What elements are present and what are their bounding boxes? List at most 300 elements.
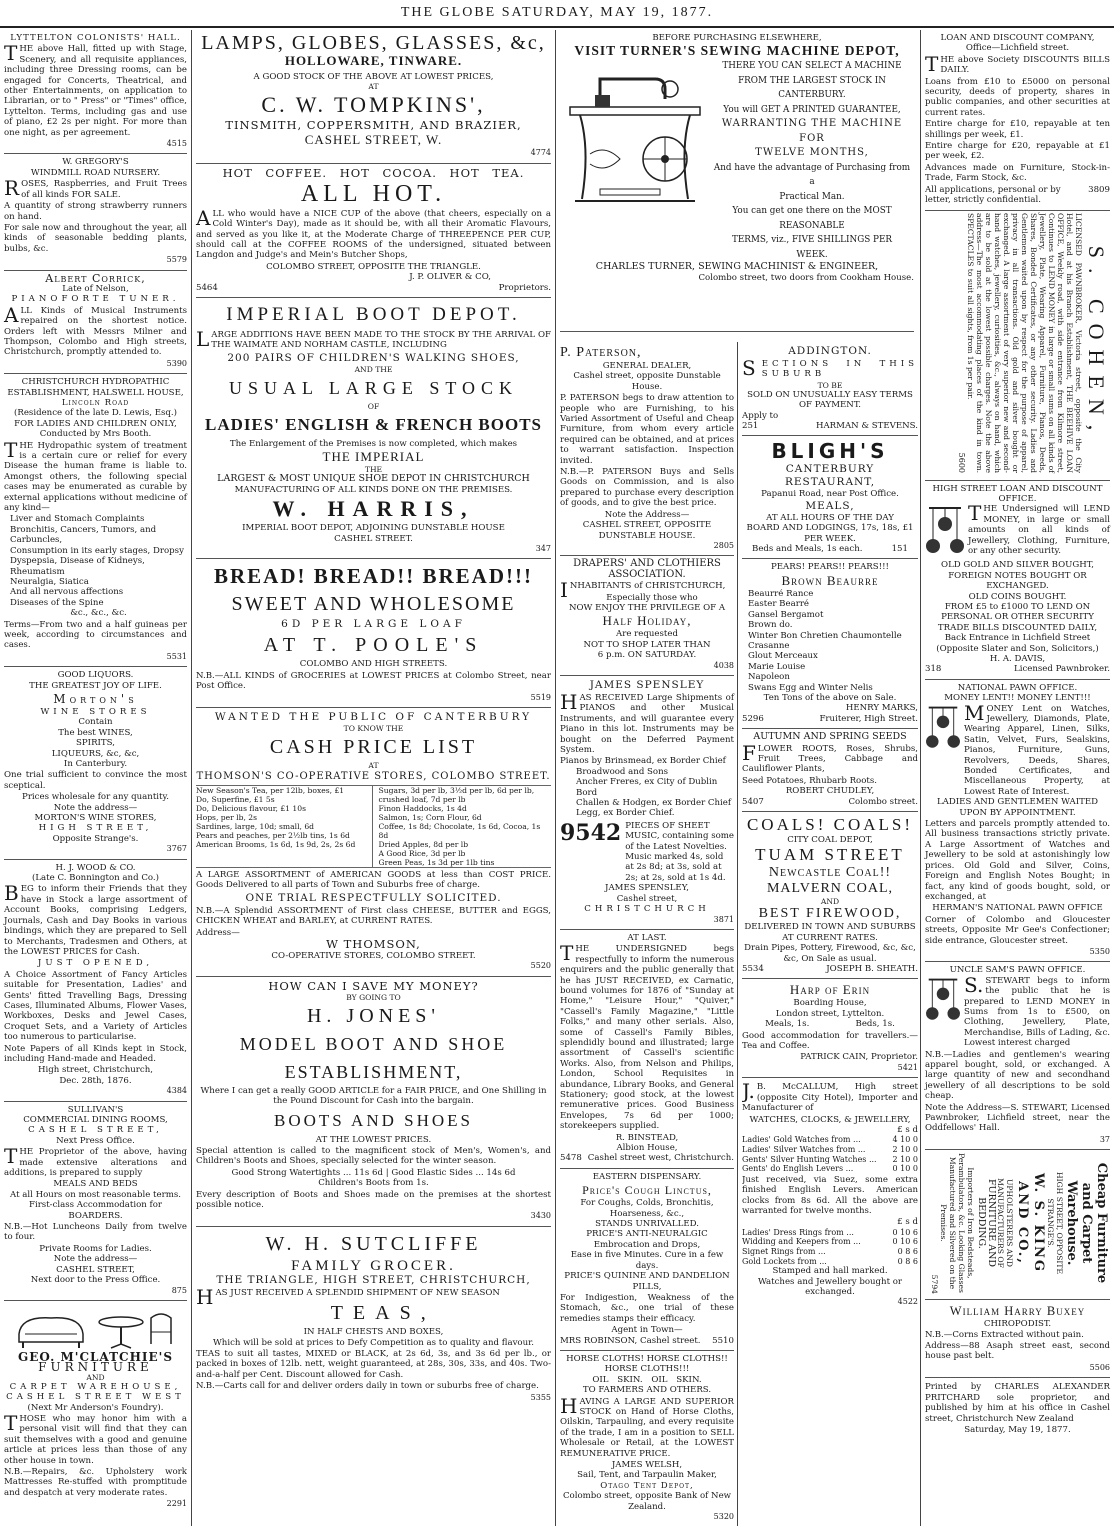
price-item: American Brooms, 1s 6d, 1s 9d, 2s, 2s 6d (196, 839, 356, 849)
ad-title: PIANOFORTE TUNER. (11, 294, 180, 305)
list-item: Liver and Stomach Complaints (10, 514, 145, 525)
ad-line: For Coughs, Colds, Bronchitis, Hoarseness, &c., (580, 1198, 714, 1219)
ad-line: JAMES WELSH, (611, 1460, 683, 1470)
ad-spensley (560, 676, 734, 930)
ad-welsh-horse-cloths (560, 1351, 734, 1526)
ad-line: LIQUEURS, &c, &c, (51, 748, 140, 759)
table-header: £ s d (897, 1217, 918, 1228)
ad-line: Are requested (616, 629, 678, 640)
ad-body: N.B.—ALL KINDS of GROCERIES at LOWEST PRICES at Colombo Street, near Post Office. (196, 670, 551, 692)
ad-line: 200 PAIRS OF CHILDREN'S WALKING SHOES, (227, 351, 520, 364)
watch-price-table (742, 1135, 918, 1173)
column-2 (192, 30, 556, 1526)
ad-body: THE above Society DISCOUNTS BILLS DAILY. (925, 51, 1110, 76)
ad-line: H. A. DAVIS, (989, 653, 1046, 664)
ad-line: AT THE LOWEST PRICES. (315, 1134, 432, 1145)
ad-line: Office—Lichfield street. (965, 43, 1070, 54)
ad-title: MALVERN COAL, (766, 881, 894, 897)
ad-line: Beds, 1s. (855, 1019, 895, 1030)
ad-body: PIECES OF SHEET MUSIC, containing some of the Latest Novelties. Music marked 4s, sold at 2s 8d; at 3s, sold at 2s; at 2s, sold at 1s 4d. (625, 820, 735, 883)
ad-body: INHABITANTS of CHRISTCHURCH, (560, 578, 726, 603)
ad-line: THE (364, 465, 383, 475)
ad-line: COLOMBO AND HIGH STREETS. (299, 659, 448, 670)
pear-list (742, 589, 918, 693)
ad-title: ALL HOT. (300, 180, 447, 207)
ad-line: HIGH STREET, (38, 823, 153, 834)
column-4 (920, 30, 1114, 1526)
ad-number: 2291 (166, 1499, 187, 1509)
price-cell: 2 10 0 (892, 1144, 918, 1154)
ad-title: USUAL LARGE STOCK (228, 377, 518, 398)
price-item: Sardines, large, 10d; small, 6d (196, 821, 315, 831)
price-item: A Good Rice, 3d per lb (378, 848, 466, 858)
ad-line: CHIROPODIST. (983, 1319, 1052, 1330)
ad-body: For Indigestion, Weakness of the Stomach, &c., one trial of these remedies stamps their efficacy. (560, 1292, 734, 1324)
ad-line: WATCHES, CLOCKS, & JEWELLERY, (749, 1114, 911, 1125)
ad-line: Colombo street, opposite Bank of New Zealand. (562, 1491, 732, 1512)
ad-line: SPIRITS, (76, 738, 115, 749)
ad-line: Cashel street west, Christchurch. (587, 1153, 734, 1164)
ad-line: Albion House, (616, 1143, 678, 1154)
ad-number: 5464 (196, 282, 218, 293)
ad-blighs-restaurant (742, 436, 918, 559)
ad-number: 3871 (713, 914, 734, 924)
ad-title: LOAN AND DISCOUNT COMPANY, (940, 33, 1095, 43)
ad-line: Contain (78, 717, 113, 728)
ad-line: All applications, personal or by letter, strictly confidential. (925, 184, 1061, 206)
ad-line: OLD COINS BOUGHT. (968, 591, 1067, 602)
ad-body: Letters and parcels promptly attended to. All business transactions strictly private. A Large Assortment of Watches and Jewellery to be sold at astonishingly low prices. Old Gold and Silver, Coins, Foreign and English Notes Bought; in fact, any kind of goods bought, sold, or exchanged, at (925, 819, 1110, 902)
ad-title: TEAS, (330, 1302, 436, 1325)
ad-name: BLIGH'S (771, 439, 889, 464)
ad-name: Morton's (53, 691, 138, 706)
ad-line: TRADE BILLS DISCOUNTED DAILY, (937, 622, 1098, 633)
list-item: Marie Louise (748, 661, 806, 672)
ad-line: STANDS UNRIVALLED. (595, 1219, 699, 1230)
ad-subtitle: Late of Nelson, (62, 283, 129, 294)
price-item: Coffee, 1s 8d; Chocolate, 1s 6d, Cocoa, 1s 8d (378, 821, 541, 840)
ad-line: OIL SKIN. OIL SKIN. (592, 1374, 702, 1385)
ad-body: THE Undersigned will LEND MONEY, in large or small amounts on all kinds of Jewellery, Clothing, Furniture, or any other security. (968, 501, 1110, 556)
ad-number: 4384 (166, 1086, 187, 1096)
ad-title: FAMILY GROCER. (291, 1257, 456, 1274)
ad-line: Note the address— (53, 1254, 138, 1265)
list-item: Dyspepsia, Disease of Kidneys, Rheumatism (10, 556, 145, 577)
ad-title: Cheap Furniture and Carpet Warehouse. (1064, 1163, 1109, 1284)
piano-list (560, 756, 734, 818)
list-item: Consumption in its early stages, Dropsy (10, 545, 184, 556)
ad-title: BEST FIREWOOD, (758, 906, 902, 922)
ad-line: NOT TO SHOP LATER THAN (583, 639, 711, 650)
price-cell: 0 10 6 (892, 1227, 918, 1237)
ad-body: ROSES, Raspberries, and Fruit Trees of all kinds FOR SALE. (4, 176, 187, 201)
ad-line: Note the address— (53, 802, 138, 813)
ad-name: S. COHEN, (1084, 245, 1109, 440)
ad-body: One trial sufficient to convince the most sceptical. (4, 770, 187, 791)
price-list (196, 785, 551, 868)
ad-line: 6 p.m. ON SATURDAY. (597, 650, 697, 661)
ad-line: CANTERBURY. (778, 90, 846, 101)
ad-number: 3809 (1088, 184, 1110, 195)
ad-line: Papanui Road, near Post Office. (761, 489, 899, 500)
ad-line: Otago Tent Depot, (600, 1480, 694, 1491)
ad-body: N.B.—P. PATERSON Buys and Sells Goods on Commission, and is also prepared to purchase every description of goods, and to give the best price. (560, 467, 734, 509)
ad-title: TUAM STREET (755, 845, 905, 865)
ad-line: TWELVE MONTHS, (755, 147, 869, 159)
ad-body: N.B.—Repairs, &c. Upholstery work Mattresses Re-stuffed with promptitude and despatch at very moderate rates. (4, 1466, 187, 1498)
ad-line: ONE TRIAL RESPECTFULLY SOLICITED. (245, 891, 502, 904)
ad-body: ALL Kinds of Musical Instruments repaired on the shortest notice. Orders left with Messrs Milner and Thompson, Colombo and High streets, Christchurch, promptly attended to. (4, 302, 187, 358)
ad-line: Boarding House, (793, 998, 867, 1009)
list-item: &c., &c., &c. (70, 608, 127, 619)
ad-line: OF (367, 401, 380, 411)
ad-oliver-coffee (196, 164, 551, 298)
ad-addington (742, 342, 918, 436)
pawnbroker-balls-icon (925, 504, 965, 560)
ad-number: 4038 (713, 660, 734, 670)
ad-line: Cashel street, opposite Dunstable House. (573, 371, 721, 392)
list-item: Broadwood and Sons (576, 766, 669, 777)
ad-sullivan (4, 1102, 187, 1301)
ad-line: WANTED THE PUBLIC OF CANTERBURY (214, 710, 533, 723)
price-cell: 0 10 6 (892, 1237, 918, 1247)
ad-subtitle: FURNITURE (38, 1360, 153, 1375)
ad-corrick-tuner (4, 271, 187, 375)
ad-line: WARRANTING THE MACHINE FOR (721, 118, 903, 144)
ad-number: 5478 (560, 1153, 582, 1164)
pawnbroker-balls-icon (925, 704, 961, 754)
ad-number: 5296 (742, 713, 764, 724)
ad-number: 5350 (1089, 946, 1110, 956)
ad-line: FROM £5 to £1000 TO LEND ON PERSONAL OR OTHER SECURITY (941, 601, 1094, 623)
ad-body: Note the Address—S. STEWART, Licensed Pawnbroker, Lichfield street, near the Oddfellows' Hall. (925, 1102, 1110, 1134)
list-item: Napoleon (748, 672, 790, 683)
ad-line: THE IMPERIAL (322, 449, 425, 465)
ad-line: JAMES SPENSLEY, (605, 883, 689, 894)
ad-mccallum-watches (742, 1078, 918, 1311)
ad-title: H. J. WOOD & CO. (55, 862, 136, 873)
ad-body: LICENSED PAWNBROKER, Victoria street, opposite the City Hotel, and at his Branch Establishment, THE BEEHIVE LOAN OFFICE, Weekly road, with side entrance from Kilmore street, Continues to LEND MONEY in large or small sums on all kinds of Jewellery, Plate, Wearing Apparel, Furniture, Pianos, Deeds, Shares, Bonded Certificates, or any other security. Ladies and Gentlemen waited upon by respect for the purpose of apparel, privacy in all transactions. Old gold and silver bought or exchanged. A large assortment of very superior new and second-hand watches, jewellery, curiosities, &c., always on hand, which are to be sold at the lowest possible charges. Note the above address—The most accommodating places of the kind in town. SPECTACLES to suit all sights, from 1s per pair. (966, 212, 1083, 473)
list-item: Legg, ex Border Chief. (576, 808, 675, 819)
ad-body: A Choice Assortment of Fancy Articles suitable for Presentation, Ladies' and Gents' fitted Travelling Bags, Dressing Cases, Illuminated Albums, Flower Vases, Workboxes, Desks and Jewel Cases, Croquet Sets, and a Variety of Articles too numerous to particularise. (4, 969, 187, 1043)
ad-body: BEG to inform their Friends that they have in Stock a large assortment of Account Books, comprising Ledgers, Journals, Cash and Day Books in various bindings, which they are prepared to Sell to Merchants, Tradesmen and Others, at the LOWEST PRICES for Cash. (4, 881, 187, 957)
ad-line: FOR LADIES AND CHILDREN ONLY, (14, 418, 177, 429)
ad-line: CASHEL STREET, (56, 1264, 135, 1275)
price-cell: 0 8 6 (897, 1246, 918, 1256)
ad-body: N.B.—Ladies and gentlemen's wearing apparel bought, sold, or exchanged. A large quantity of new and secondhand jewellery of all descriptions to be sold cheap. (925, 1049, 1110, 1102)
ad-name: W. S. KING AND CO., (1015, 1173, 1046, 1274)
ad-title: HOLLOWARE, TINWARE. (284, 53, 463, 68)
imprint-text: Printed by CHARLES ALEXANDER PRITCHARD sole proprietor, and published by him at his office in Cashel street, Christchurch New Zealand (925, 1382, 1110, 1424)
price-cell: 4 10 0 (892, 1135, 918, 1145)
ad-title: W. GREGORY'S (62, 157, 129, 168)
ad-number: 5519 (530, 692, 551, 702)
ad-line: Practical Man. (779, 191, 845, 202)
price-item: Pears and peaches, per 2½lb tins, 1s 6d (196, 830, 350, 840)
ad-title: AT LAST. (627, 932, 667, 943)
ad-body: ALL who would have a NICE CUP of the above (that cheers, especially on a Cold Winter's Day), made as it should be, with all their Aromatic Flavours, and served as you like it, at the Moderate Charge of THREEPENCE PER CUP, should call at the COFFEE ROOMS of the undersigned, situated between Langdon and Judge's and Mein's Butcher Shops, (196, 205, 551, 261)
ad-line: Importers of Iron Bedsteads, Perambulators, &c. Looking Glasses Manufactured and Silvered on the Premises. (939, 1153, 976, 1294)
ad-line: Ease in five Minutes. Cure in a few days. (570, 1250, 724, 1271)
ad-line: CASHEL STREET, W. (304, 132, 443, 148)
ad-poole-bread (196, 559, 551, 708)
ad-title: LYTTELTON COLONISTS' HALL. (10, 33, 181, 43)
list-item: Neuralgia, Siatica (10, 576, 89, 587)
ad-buxey-chiropodist (925, 1300, 1110, 1378)
ad-subtitle: THE GREATEST JOY OF LIFE. (29, 680, 162, 691)
ad-line: Apply to (742, 410, 779, 421)
ad-line: BOARDERS. (68, 1210, 123, 1221)
ad-line: AND (820, 897, 840, 907)
ad-lyttelton-hall (4, 30, 187, 154)
price-item: Sugars, 3d per lb, 3½d per lb, 6d per lb, crushed loaf, 7d per lb (378, 785, 535, 804)
ad-line: Stamped and hall marked. (772, 1266, 888, 1277)
ad-body: S.STEWART begs to inform the public that he is prepared to LEND MONEY in Sums from 1s to £500, on Clothing, Jewellery, Plate, Merchandise, Bills of Lading, &c. Lowest interest charged (964, 972, 1110, 1049)
ad-line: Where I can get a really GOOD ARTICLE for a FAIR PRICE, and One Shilling in the Pound Discount for Cash into the bargain. (200, 1085, 547, 1107)
ad-line: DELIVERED IN TOWN AND SUBURBS AT CURRENT RATES. (744, 922, 916, 943)
ad-line: MORTON'S WINE STORES, (34, 813, 157, 824)
ad-line: Seed Potatoes, Rhubarb Roots. (742, 775, 877, 786)
ad-high-street-loan (925, 481, 1110, 680)
ad-title: Newcastle Coal!! (768, 865, 892, 881)
ad-body: TEAS to suit all tastes, MIXED or BLACK, at 2s 6d, 3s, and 3s 6d per lb., or packed in boxes of 12lb. nett, weight guaranteed, at 28s, 30s, 33s, and 40s. Two-and-a-half per Cent. Discount allowed for Cash. (196, 1349, 551, 1380)
ad-line: WEEK. (796, 249, 828, 260)
ad-king-furniture (925, 1150, 1110, 1300)
ad-line: OLD GOLD AND SILVER BOUGHT, FOREIGN NOTES BOUGHT OR EXCHANGED. (941, 560, 1094, 592)
ad-line: In Canterbury. (63, 759, 128, 769)
ad-body: SECTIONS IN THIS SUBURB (742, 356, 918, 380)
price-item: Dried Apples, 8d per lb (378, 839, 469, 849)
ad-line: CANTERBURY RESTAURANT, (784, 463, 876, 489)
ad-title: CHRISTCHURCH HYDROPATHIC ESTABLISHMENT, HALSWELL HOUSE, (7, 377, 184, 398)
ad-body: N.B.—Carts call for and deliver orders daily in town or suburbs free of charge. (196, 1381, 539, 1392)
ad-binstead (560, 930, 734, 1169)
ad-number: 4774 (530, 148, 551, 158)
ad-gregory-nursery (4, 154, 187, 270)
ad-name: W. HARRIS, (272, 496, 475, 522)
list-item: Brown do. (748, 620, 793, 631)
list-item: Swans Egg and Winter Nelis (748, 682, 873, 693)
ad-line: CHARLES TURNER, SEWING MACHINIST & ENGINEER, (595, 261, 879, 273)
ad-number: 37 (1099, 1134, 1110, 1144)
ad-line: HARMAN & STEVENS. (815, 421, 918, 432)
list-item: Challen & Hodgen, ex Border Chief (576, 798, 732, 809)
table-row (742, 1228, 918, 1238)
ad-number: 3430 (530, 1211, 551, 1221)
table-row (742, 1164, 918, 1174)
ad-number: 347 (535, 543, 551, 553)
ad-line: HIGH STREET, OPPOSITE STRANGE'S. (1046, 1172, 1064, 1275)
ad-line: AT ALL HOURS OF THE DAY (766, 512, 894, 523)
ad-title: LADIES' ENGLISH & FRENCH BOOTS (204, 414, 542, 434)
ad-body: Advances made on Furniture, Stock-in-Trade, Farm Stock, &c. (925, 162, 1110, 184)
item-cell: Gents' do English Levers ... (742, 1164, 854, 1174)
ad-line: MEALS AND BEDS (53, 1179, 138, 1190)
column-1 (0, 30, 192, 1526)
ad-line: BY GOING TO (346, 992, 401, 1002)
ad-number: 5506 (1089, 1362, 1110, 1372)
ad-number: 5531 (166, 651, 187, 661)
ad-number: 5407 (742, 796, 764, 807)
ad-number: 5355 (530, 1392, 551, 1402)
ad-line: First-class Accommodation for (28, 1200, 163, 1211)
ad-line: And have the advantage of Purchasing from a (713, 162, 911, 188)
ad-line: TO KNOW THE (343, 723, 404, 733)
ad-line: Licensed Pawnbroker. (1014, 664, 1110, 675)
list-item: Beaurré Rance (748, 588, 814, 599)
ad-title: HOW CAN I SAVE MY MONEY? (268, 978, 479, 993)
ad-number: 5520 (530, 961, 551, 971)
ad-line: BEFORE PURCHASING ELSEWHERE, (652, 33, 822, 43)
ad-body: Special attention is called to the magnificent stock of Men's, Women's, and Children's Boots and Shoes, specially selected for the winter season. (196, 1146, 551, 1167)
ad-number: 875 (171, 1285, 187, 1295)
ad-line: GENERAL DEALER, (602, 361, 692, 371)
ad-line: Conducted by Mrs Booth. (39, 429, 152, 440)
ad-number: 5534 (742, 964, 764, 975)
ad-title: LAMPS, GLOBES, GLASSES, &c, (201, 32, 546, 54)
ad-line: 6D PER LARGE LOAF (281, 618, 466, 631)
ad-big-number: 9542 (560, 819, 622, 846)
ad-title: AUTUMN AND SPRING SEEDS (753, 731, 907, 743)
ad-line: High street, Christchurch, (38, 1065, 153, 1076)
ad-body: A quantity of strong strawberry runners on hand. (4, 201, 187, 222)
ad-title: COALS! COALS! (746, 815, 914, 834)
ad-number: 4515 (166, 139, 187, 149)
list-item: Glout Merceaux (748, 651, 818, 662)
ad-line: Ten Tons of the above on Sale. (763, 692, 897, 703)
ad-line: Agent in Town— (611, 1325, 683, 1336)
ad-title: ADDINGTON. (788, 345, 872, 357)
ad-line: R. BINSTEAD, (615, 1132, 679, 1143)
sewing-machine-illustration (560, 59, 710, 262)
ad-line: AND THE (354, 364, 393, 374)
table-row (742, 1237, 918, 1247)
price-list-right (379, 786, 552, 867)
ad-line: HENRY MARKS, (845, 703, 918, 714)
table-row (742, 1257, 918, 1267)
ad-title: HOT COFFEE. HOT COCOA. HOT TEA. (222, 165, 525, 180)
ad-body: Entire charge for £20, repayable at £1 per week, £2. (925, 141, 1110, 162)
ad-title: NATIONAL PAWN OFFICE. (957, 682, 1078, 693)
price-cell: 0 8 6 (897, 1256, 918, 1266)
ad-line: TERMS, viz., FIVE SHILLINGS PER (731, 235, 893, 246)
list-item: Easter Bearré (748, 599, 810, 610)
ad-line: Colombo street, two doors from Cookham House. (698, 272, 914, 283)
item-cell: Ladies' Silver Watches from ... (742, 1144, 866, 1154)
ad-title: GOOD LIQUORS. (57, 670, 134, 681)
ad-line: Colombo street. (848, 796, 918, 807)
ad-chudley-seeds (742, 729, 918, 812)
ad-name: Albert Corrick, (45, 271, 146, 285)
ad-number: 2805 (713, 540, 734, 550)
ad-line: MRS ROBINSON, Cashel street. (560, 1335, 701, 1346)
ad-number: 318 (925, 664, 942, 675)
ad-name: W THOMSON, (326, 936, 421, 951)
ad-number: 5600 (957, 452, 966, 473)
ad-line: BOARD AND LODGINGS, 17s, 18s, £1 PER WEEK. (746, 523, 914, 544)
ad-line: CITY COAL DEPOT, (787, 835, 873, 845)
ad-subtitle: COMMERCIAL DINING ROOMS, (23, 1115, 168, 1125)
ad-body: Loans from £10 to £5000 on personal security, deeds of property, shares in public companies, and other securities at current rates. (925, 76, 1110, 118)
ad-title: MEALS, (805, 499, 855, 512)
ad-subtitle: (Late C. Bonnington and Co.) (32, 873, 159, 884)
ad-name: H. JONES' (306, 1004, 441, 1027)
ad-name: W. H. SUTCLIFFE (265, 1232, 482, 1255)
price-cell: 0 10 0 (892, 1164, 918, 1174)
table-row (742, 1135, 918, 1145)
ad-mortons-wine (4, 667, 187, 860)
ad-number: 5421 (897, 1062, 918, 1072)
ad-number: 4522 (897, 1297, 918, 1307)
ad-line: JUST OPENED, (37, 958, 154, 969)
ad-wood-co (4, 860, 187, 1102)
ad-line: THOMSON'S CO-OPERATIVE STORES, COLOMBO STREET. (196, 770, 551, 782)
ad-line: JOSEPH B. SHEATH. (826, 964, 918, 975)
ad-line: LARGEST & MOST UNIQUE SHOE DEPOT IN CHRISTCHURCH (217, 473, 530, 485)
price-item: Green Peas, 1s 3d per 1lb tins (378, 857, 495, 867)
imprint (925, 1378, 1110, 1439)
ad-line: THE TRIANGLE, HIGH STREET, CHRISTCHURCH, (216, 1273, 531, 1286)
list-item: Pianos by Brinsmead, ex Border Chief (560, 756, 726, 767)
ad-body: N.B.—Hot Luncheons Daily from twelve to four. (4, 1222, 187, 1243)
ad-line: Embrocation and Drops, (593, 1239, 701, 1250)
ad-line: Prices wholesale for any quantity. (22, 792, 169, 803)
ad-turner-sewing (560, 30, 914, 332)
ad-line: You can get one there on the MOST REASONABLE (732, 206, 892, 231)
list-item: And all nervous affections (10, 587, 124, 598)
ad-body: THE Hydropathic system of treatment is a certain cure or relief for every Disease the human frame is liable to. Amongst others, the following special cases may be enumerated as curable by external applications without medicine of any kind— (4, 437, 187, 514)
ad-line: LADIES AND GENTLEMEN WAITED UPON BY APPOINTMENT. (936, 797, 1099, 818)
ad-line: CASHEL STREET. (334, 533, 413, 544)
list-item: Gansel Bergamot (748, 609, 824, 620)
ad-body: N.B.—A Splendid ASSORTMENT of First class CHEESE, BUTTER and EGGS, CHICKEN WHEAT and BARLEY, at CURRENT RATES. (196, 905, 551, 927)
price-list-left (196, 786, 373, 867)
ad-body: Good accommodation for travellers.—Tea and Coffee. (742, 1030, 918, 1052)
table-row (742, 1155, 918, 1165)
ad-drapers (560, 556, 734, 676)
ad-title: BREAD! BREAD!! BREAD!!! (214, 564, 533, 589)
ad-title: IMPERIAL BOOT DEPOT. (226, 304, 521, 326)
ad-name: P. Paterson, (560, 345, 642, 360)
list-item: Bord (576, 787, 598, 798)
ad-title: Half Holiday, (602, 613, 692, 629)
ad-line: WINE STORES (40, 706, 151, 717)
ad-line: AT (368, 760, 379, 770)
ad-line: Beds and Meals, 1s each. (752, 544, 863, 555)
ad-subtitle: Lincoln Road (61, 398, 130, 408)
table-header: £ s d (897, 1124, 918, 1135)
ad-line: CASHEL STREET, (28, 1125, 163, 1136)
ad-title: MODEL BOOT AND SHOE (239, 1033, 508, 1054)
page-columns (0, 30, 1114, 1526)
ad-title: BOOTS AND SHOES (274, 1110, 473, 1130)
ad-line: HORSE CLOTHS! HORSE CLOTHS!! (566, 1353, 728, 1364)
price-item: New Season's Tea, per 12lb, boxes, £1 (196, 785, 345, 795)
ad-number: 251 (742, 421, 759, 432)
ad-line: IMPERIAL BOOT DEPOT, ADJOINING DUNSTABLE HOUSE (242, 523, 505, 534)
ad-title: DRAPERS' AND CLOTHIERS ASSOCIATION. (573, 558, 721, 580)
ad-line: London street, Lyttelton. (775, 1008, 885, 1019)
ad-line: CASHEL STREET WEST (6, 1392, 185, 1403)
ad-line: You will GET A PRINTED GUARANTEE, (723, 104, 901, 115)
ad-body: FLOWER ROOTS, Roses, Shrubs, Fruit Trees, Cabbage and Cauliflower Plants, (742, 740, 918, 775)
ad-body: J.B. McCALLUM, High street (opposite City Hotel), Importer and Manufacturer of (742, 1079, 918, 1114)
ad-title: EASTERN DISPENSARY. (592, 1171, 702, 1182)
masthead: THE GLOBE SATURDAY, MAY 19, 1877. (0, 0, 1114, 28)
ad-line: TINSMITH, COPPERSMITH, AND BRAZIER, (225, 118, 522, 133)
ad-body: THE Proprietor of the above, having made extensive alterations and additions, is prepared to supply (4, 1144, 187, 1179)
ad-line: FURNITURE AND BEDDING. (975, 1179, 997, 1268)
